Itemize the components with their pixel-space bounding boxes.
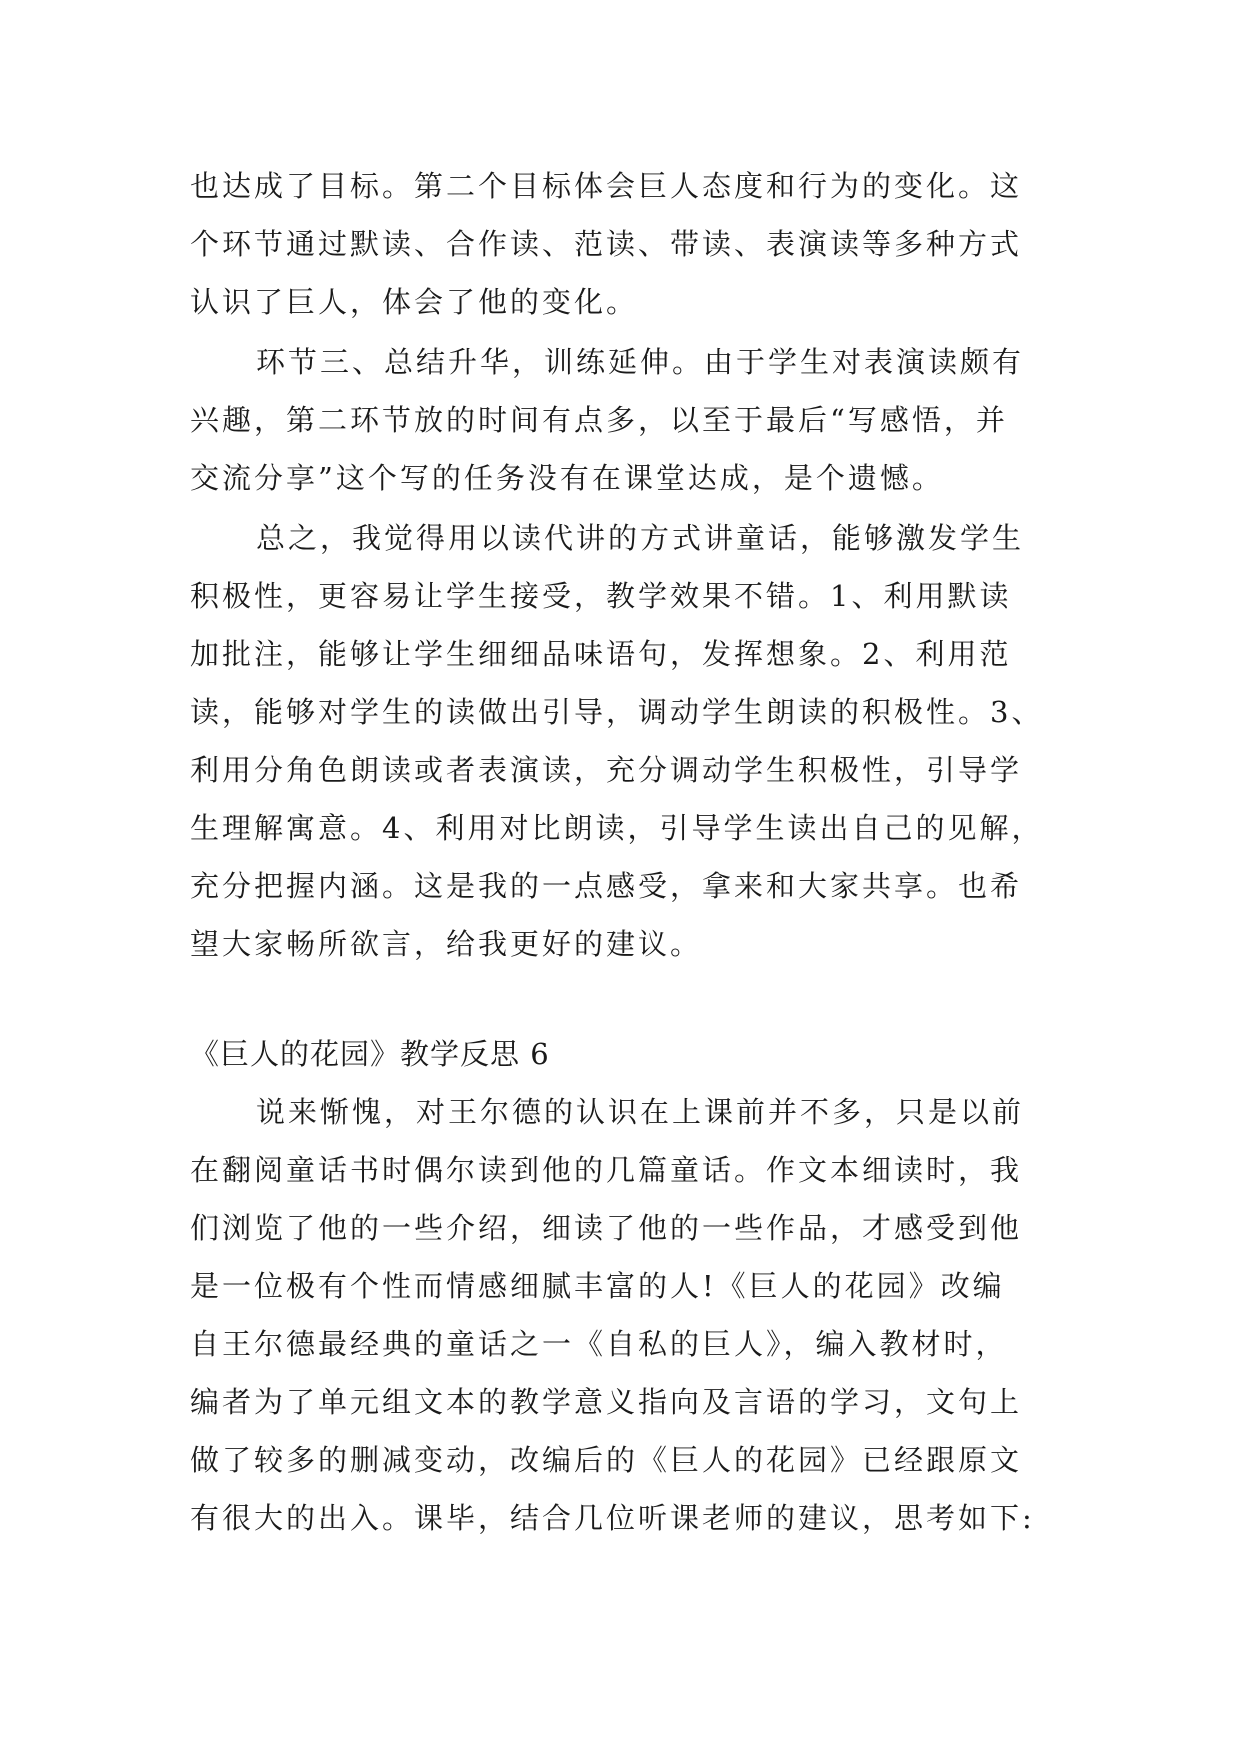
text-line: 兴趣，第二环节放的时间有点多，以至于最后“写感悟，并 xyxy=(190,403,1008,437)
text-line: 也达成了目标。第二个目标体会巨人态度和行为的变化。这 xyxy=(190,169,1023,203)
text-line: 利用分角色朗读或者表演读，充分调动学生积极性，引导学 xyxy=(190,753,1023,787)
text-line: 充分把握内涵。这是我的一点感受，拿来和大家共享。也希 xyxy=(190,869,1023,903)
text-line: 有很大的出入。课毕，结合几位听课老师的建议，思考如下: xyxy=(190,1501,1035,1535)
section-heading: 《巨人的花园》教学反思 6 xyxy=(190,1037,550,1071)
text-line: 在翻阅童话书时偶尔读到他的几篇童话。作文本细读时，我 xyxy=(190,1153,1023,1187)
text-line: 积极性，更容易让学生接受，教学效果不错。1、利用默读 xyxy=(190,579,1012,613)
text-line: 自王尔德最经典的童话之一《自私的巨人》，编入教材时， xyxy=(190,1327,1008,1361)
text-line: 望大家畅所欲言，给我更好的建议。 xyxy=(190,927,703,961)
text-line: 们浏览了他的一些介绍，细读了他的一些作品，才感受到他 xyxy=(190,1211,1023,1245)
paragraph-first-line: 环节三、总结升华，训练延伸。由于学生对表演读颇有 xyxy=(256,345,1025,379)
text-line: 做了较多的删减变动，改编后的《巨人的花园》已经跟原文 xyxy=(190,1443,1023,1477)
text-line: 读，能够对学生的读做出引导，调动学生朗读的积极性。3、 xyxy=(190,695,1044,729)
text-line: 是一位极有个性而情感细腻丰富的人!《巨人的花园》改编 xyxy=(190,1269,1005,1303)
text-line: 个环节通过默读、合作读、范读、带读、表演读等多种方式 xyxy=(190,227,1023,261)
text-line: 编者为了单元组文本的教学意义指向及言语的学习，文句上 xyxy=(190,1385,1023,1419)
paragraph-first-line: 总之，我觉得用以读代讲的方式讲童话，能够激发学生 xyxy=(256,521,1025,555)
text-line: 生理解寓意。4、利用对比朗读，引导学生读出自己的见解， xyxy=(190,811,1044,845)
text-line: 加批注，能够让学生细细品味语句，发挥想象。2、利用范 xyxy=(190,637,1012,671)
text-line: 交流分享”这个写的任务没有在课堂达成，是个遗憾。 xyxy=(190,461,944,495)
text-line: 认识了巨人，体会了他的变化。 xyxy=(190,285,639,319)
paragraph-first-line: 说来惭愧，对王尔德的认识在上课前并不多，只是以前 xyxy=(256,1095,1025,1129)
